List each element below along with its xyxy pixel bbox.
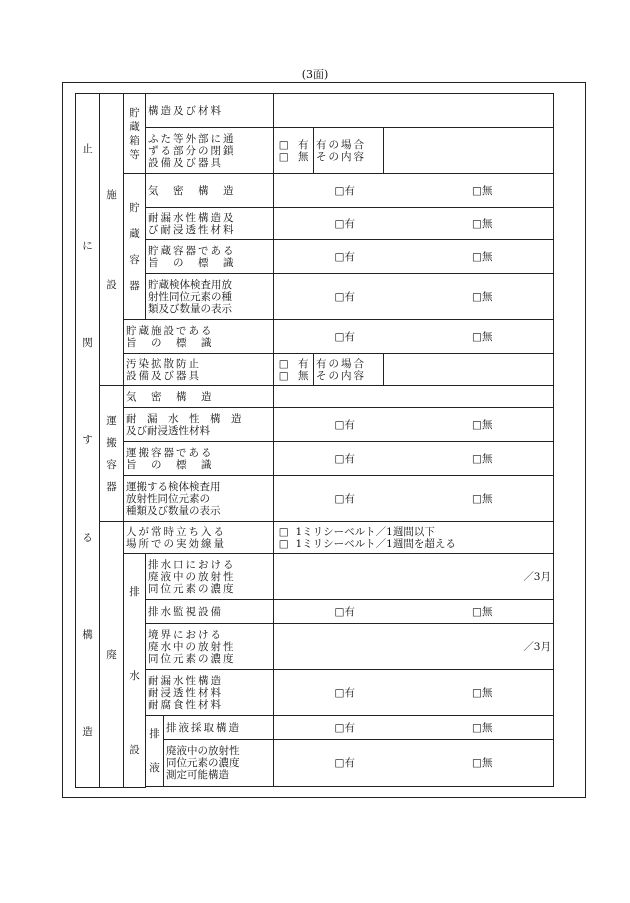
value-cell[interactable] — [274, 386, 554, 408]
chozo-yoki-label: 貯 蔵 容 器 — [124, 174, 146, 320]
yes-checkbox[interactable]: □有 — [334, 217, 355, 230]
no-checkbox[interactable]: □無 — [472, 217, 493, 230]
row-label: 境界における 廃水中の放射性 同位元素の濃度 — [146, 624, 274, 670]
yes-checkbox[interactable]: □有 — [334, 492, 355, 505]
row-label: 運搬する検体検査用 放射性同位元素の 種類及び数量の表示 — [124, 476, 274, 522]
no-checkbox[interactable]: □無 — [472, 757, 493, 770]
row-label: 人が常時立ち入る 場所での実効線量 — [124, 522, 274, 554]
yes-checkbox[interactable]: □有 — [334, 757, 355, 770]
row-label: ふた等外部に通 ずる部分の閉鎖 設備及び器具 — [146, 128, 274, 174]
checkbox[interactable]: □ □ — [274, 354, 294, 386]
no-checkbox[interactable]: □無 — [472, 330, 493, 343]
yes-checkbox[interactable]: □有 — [334, 721, 355, 734]
chozo-hako-label: 貯 蔵 箱 等 — [124, 94, 146, 174]
checkbox[interactable]: □ □ — [274, 128, 294, 174]
yes-checkbox[interactable]: □有 — [334, 290, 355, 303]
row-label: 気 密 構 造 — [124, 386, 274, 408]
row-label: 貯蔵施設である 旨 の 標 識 — [124, 320, 274, 354]
checkbox[interactable]: □ □ — [274, 522, 294, 554]
structure-form-table — [75, 93, 554, 788]
yes-checkbox[interactable]: □有 — [334, 686, 355, 699]
row-label: 耐漏水性構造及 び耐浸透性材料 — [146, 208, 274, 240]
no-checkbox[interactable]: □無 — [472, 721, 493, 734]
hai-label: 廃 — [100, 522, 124, 788]
outer-label: 止 に 関 す る 構 造 — [76, 94, 100, 788]
yes-checkbox[interactable]: □有 — [334, 184, 355, 197]
no-checkbox[interactable]: □無 — [472, 290, 493, 303]
row-label: 排水監視設備 — [146, 600, 274, 624]
row-label: 排水口における 廃液中の放射性 同位元素の濃度 — [146, 554, 274, 600]
value-cell[interactable] — [384, 128, 554, 174]
yes-no-text: 有 無 — [294, 128, 314, 174]
row-label: 汚染拡散防止 設備及び器具 — [124, 354, 274, 386]
row-label: 気 密 構 造 — [146, 174, 274, 208]
yes-checkbox[interactable]: □有 — [334, 330, 355, 343]
row-label: 貯蔵容器である 旨 の 標 識 — [146, 240, 274, 274]
haisui-label: 排 水 設 — [124, 554, 146, 788]
yes-checkbox[interactable]: □有 — [334, 452, 355, 465]
per3m-value[interactable]: ／3月 — [274, 624, 554, 670]
yes-checkbox[interactable]: □有 — [334, 250, 355, 263]
row-label: 排液採取構造 — [164, 716, 274, 740]
row-label: 構造及び材料 — [146, 94, 274, 128]
row-label: 耐漏水性構造 耐浸透性材料 耐腐食性材料 — [146, 670, 274, 716]
no-checkbox[interactable]: □無 — [472, 492, 493, 505]
yes-checkbox[interactable]: □有 — [334, 605, 355, 618]
unpan-label: 運 搬 容 器 — [100, 386, 124, 522]
yes-no-text: 有 無 — [294, 354, 314, 386]
row-label: 運搬容器である 旨 の 標 識 — [124, 442, 274, 476]
page-number: (3面) — [301, 68, 329, 81]
row-label: 貯蔵検体検査用放 射性同位元素の種 類及び数量の表示 — [146, 274, 274, 320]
no-checkbox[interactable]: □無 — [472, 184, 493, 197]
haieki-label: 排 液 — [146, 716, 164, 787]
shisetsu-label: 施 設 — [100, 94, 124, 386]
row-label: 耐 漏 水 性 構 造 及び耐浸透性材料 — [124, 408, 274, 442]
case-text: 有の場合 その内容 — [314, 354, 384, 386]
no-checkbox[interactable]: □無 — [472, 605, 493, 618]
case-text: 有の場合 その内容 — [314, 128, 384, 174]
no-checkbox[interactable]: □無 — [472, 250, 493, 263]
dose-text: 1ミリシーベルト／1週間以下 1ミリシーベルト／1週間を超える — [294, 522, 554, 554]
value-cell[interactable] — [384, 354, 554, 386]
no-checkbox[interactable]: □無 — [472, 686, 493, 699]
per3m-value[interactable]: ／3月 — [274, 554, 554, 600]
yes-checkbox[interactable]: □有 — [334, 418, 355, 431]
row-label: 廃液中の放射性 同位元素の濃度 測定可能構造 — [164, 740, 274, 787]
no-checkbox[interactable]: □無 — [472, 418, 493, 431]
no-checkbox[interactable]: □無 — [472, 452, 493, 465]
value-cell[interactable] — [274, 94, 554, 128]
